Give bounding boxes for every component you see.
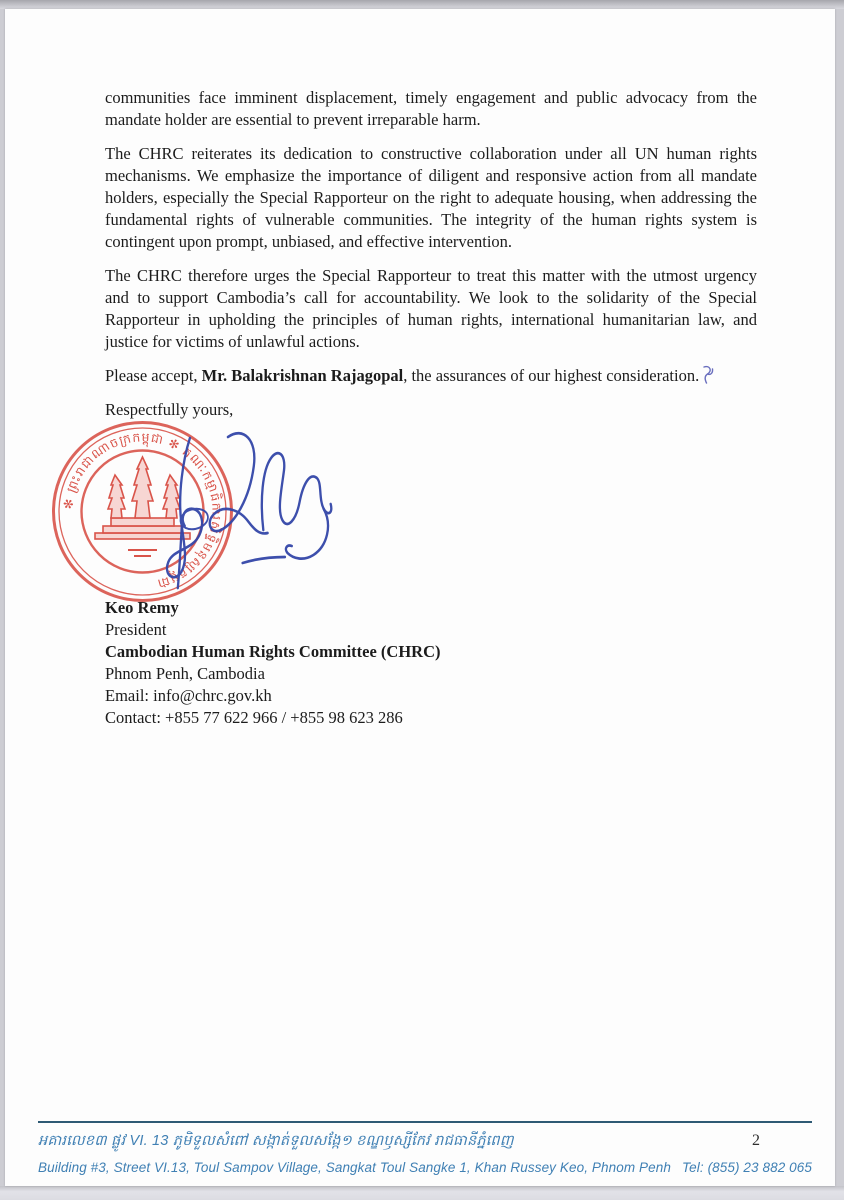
stamp-ring-text: ✻ ព្រះរាជាណាចក្រកម្ពុជា ✻ គណៈកម្មាធិការសិទ្ធិមនុស្សកម្ពុជា — [61, 430, 224, 592]
text-line — [105, 331, 757, 353]
signature-block-line: Email: info@chrc.gov.kh — [105, 686, 272, 705]
text-segment: The CHRC therefore urges the Special Rapporteur to treat this matter with the utmost urgency — [105, 266, 757, 285]
text-line — [105, 109, 757, 131]
signature-block — [105, 597, 441, 729]
text-segment: fundamental rights of vulnerable communities. The integrity of the human rights system is — [105, 210, 757, 229]
text-line — [105, 165, 757, 187]
text-segment: The CHRC reiterates its dedication to constructive collaboration under all UN human rights — [105, 144, 757, 163]
text-segment: contingent upon prompt, unbiased, and effective intervention. — [105, 232, 513, 251]
para-salutation — [105, 365, 757, 387]
footer-address-english: Building #3, Street VI.13, Toul Sampov Village, Sangkat Toul Sangke 1, Khan Russey Keo, Phnom Penh — [38, 1160, 671, 1175]
text-segment: holders, especially the Special Rapporteur on the right to adequate housing, when addressing the — [105, 188, 757, 207]
footer-row-english — [38, 1160, 812, 1175]
page-number: 2 — [752, 1132, 760, 1149]
ink-flourish-icon — [701, 365, 714, 385]
text-line — [105, 209, 757, 231]
text-segment: , the assurances of our highest consideration. — [403, 366, 700, 385]
text-segment: justice for victims of unlawful actions. — [105, 332, 360, 351]
text-segment: Rapporteur in upholding the principles of human rights, international humanitarian law, and — [105, 310, 757, 329]
signature-block-line: Cambodian Human Rights Committee (CHRC) — [105, 642, 441, 661]
text-segment: Please accept, — [105, 366, 202, 385]
scan-edge-bottom — [0, 1186, 844, 1200]
para-collaboration — [105, 143, 757, 253]
text-segment: communities face imminent displacement, timely engagement and public advocacy from the — [105, 88, 757, 107]
text-line — [105, 287, 757, 309]
text-line — [105, 143, 757, 165]
text-segment: Respectfully yours, — [105, 400, 234, 419]
para-urgency — [105, 265, 757, 353]
text-line — [105, 187, 757, 209]
footer-telephone: Tel: (855) 23 882 065 — [682, 1160, 812, 1175]
signature-block-line: Keo Remy — [105, 598, 179, 617]
addressee-name: Mr. Balakrishnan Rajagopal — [201, 366, 404, 385]
text-line — [105, 87, 757, 109]
letter-body — [105, 87, 757, 433]
signature-block-line: President — [105, 620, 167, 639]
text-line — [105, 309, 757, 331]
scan-edge-top — [0, 0, 844, 9]
text-line — [105, 231, 757, 253]
text-segment: and to support Cambodia’s call for accountability. We look to the solidarity of the Special — [105, 288, 757, 307]
letter-page — [5, 9, 835, 1186]
text-line — [105, 265, 757, 287]
page-footer — [38, 1121, 812, 1175]
text-line — [105, 365, 757, 387]
para-continuation — [105, 87, 757, 131]
footer-address-khmer: អគារលេខ៣ ផ្លូវ VI. 13 ភូមិទួលសំពៅ សង្កាត់ទួលសង្កែ១ ខណ្ឌឫស្សីកែវ រាជធានីភ្នំពេញ — [38, 1133, 514, 1149]
footer-divider — [38, 1121, 812, 1123]
signature-block-line: Contact: +855 77 622 966 / +855 98 623 286 — [105, 708, 403, 727]
text-segment: mandate holder are essential to prevent irreparable harm. — [105, 110, 481, 129]
footer-row-khmer — [38, 1132, 812, 1153]
signature-ink — [145, 422, 335, 597]
signature-block-line: Phnom Penh, Cambodia — [105, 664, 265, 683]
text-segment: mechanisms. We emphasize the importance of diligent and responsive action from all mandate — [105, 166, 757, 185]
stamp-and-signature — [45, 417, 405, 607]
